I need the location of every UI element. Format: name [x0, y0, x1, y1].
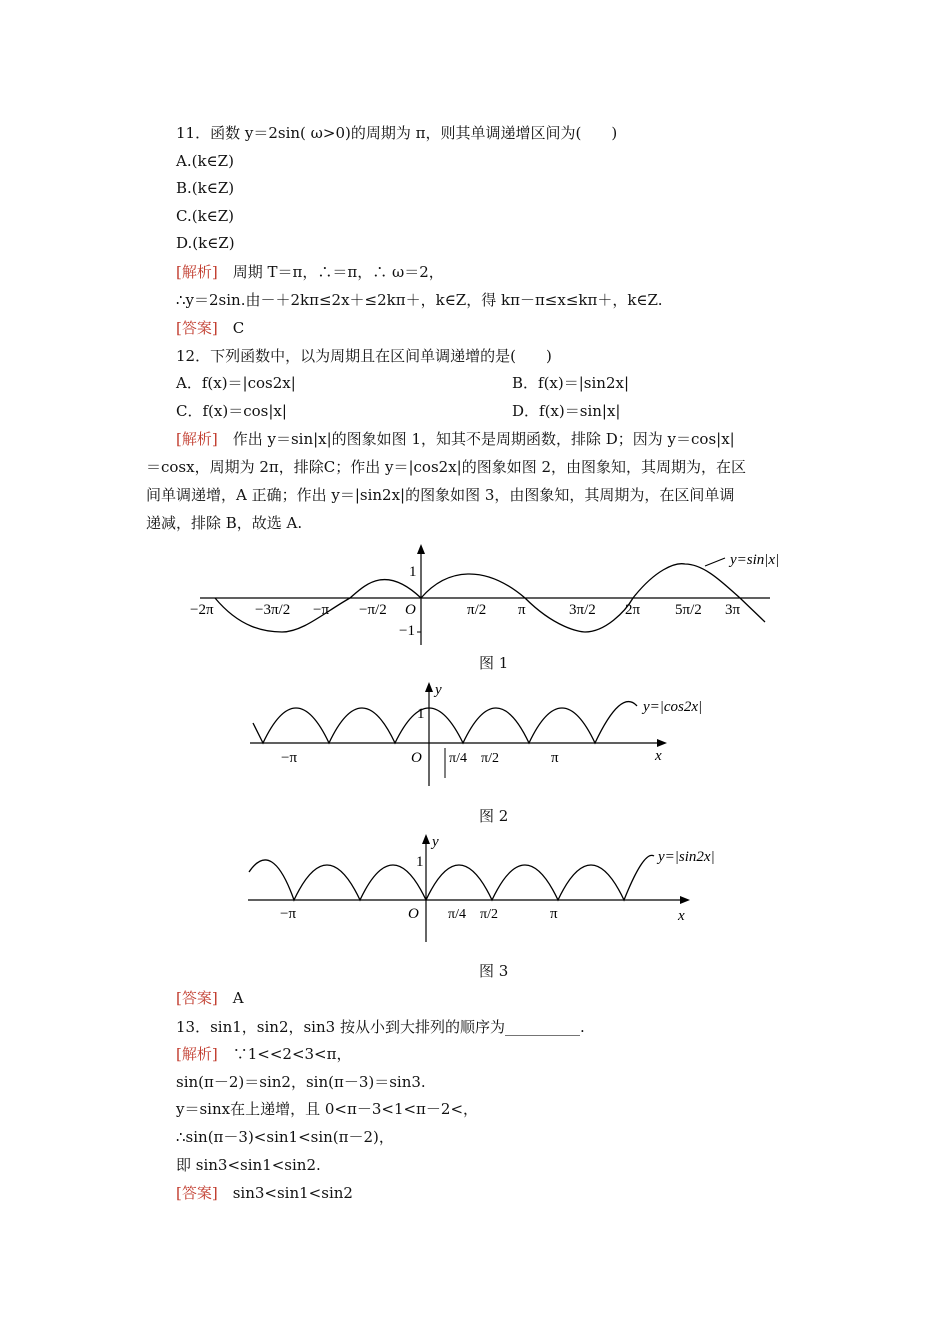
answer-tag: [答案]	[176, 319, 218, 337]
x-axis-label: x	[655, 748, 662, 764]
q12-option-b: B．f(x)＝|sin2x|	[512, 374, 630, 392]
q11-option-a: A.(k∈Z)	[176, 152, 234, 170]
q12-stem: 12．下列函数中，以为周期且在区间单调递增的是( )	[176, 347, 552, 365]
tick-label: −π/2	[359, 602, 387, 618]
y-neg-one-label: −1	[399, 623, 415, 639]
tick-label: π	[518, 602, 526, 618]
tick-label: π	[550, 906, 558, 922]
q11-option-c: C.(k∈Z)	[176, 207, 235, 225]
tick-label: π/2	[480, 907, 498, 922]
figure-2	[245, 678, 703, 790]
func-label: y=sin|x|	[730, 552, 780, 568]
origin-label: O	[405, 602, 416, 618]
tick-label: −π	[313, 602, 330, 618]
y-axis-arrow	[417, 544, 425, 554]
tick-label: 3π/2	[569, 602, 596, 618]
x-axis-label: x	[678, 908, 685, 924]
q13-analysis-line3: y＝sinx在上递增，且 0<π－3<1<π－2<，	[176, 1100, 479, 1118]
q13-analysis-line4: ∴sin(π－3)<sin1<sin(π－2)，	[176, 1128, 394, 1146]
x-axis-arrow	[680, 896, 690, 904]
q13-answer	[176, 1183, 353, 1203]
tick-label: π	[551, 750, 559, 766]
q11-option-d: D.(k∈Z)	[176, 234, 235, 252]
q12-analysis-line2: ＝cosx，周期为 2π，排除C；作出 y＝|cos2x|的图象如图 2，由图象知，其周期为，在区	[146, 458, 747, 476]
figure-3-caption: 图 3	[479, 962, 509, 980]
answer-text: C	[217, 319, 245, 337]
tick-label: π/2	[481, 751, 499, 766]
tick-label: 3π	[725, 602, 741, 618]
q13-analysis-line5: 即 sin3<sin1<sin2.	[176, 1156, 321, 1174]
q12-option-c: C．f(x)＝cos|x|	[176, 402, 287, 420]
answer-text: A	[217, 989, 244, 1007]
q12-analysis-line1	[176, 429, 735, 449]
y-one-label: 1	[417, 706, 425, 722]
q12-option-d: D．f(x)＝sin|x|	[512, 402, 621, 420]
q11-analysis-line2: ∴y＝2sin.由－＋2kπ≤2x＋≤2kπ＋，k∈Z，得 kπ－π≤x≤kπ＋，k∈Z.	[176, 291, 663, 309]
y-axis-arrow	[422, 834, 430, 844]
q13-analysis-line1	[176, 1044, 351, 1064]
curve-abs-cos2x	[253, 702, 637, 743]
tick-label: π/4	[448, 907, 466, 922]
y-axis-label: y	[432, 834, 439, 850]
func-label: y=|cos2x|	[643, 699, 703, 715]
tick-label: −π	[280, 906, 297, 922]
q13-analysis-line2: sin(π－2)＝sin2，sin(π－3)＝sin3.	[176, 1073, 426, 1091]
func-label: y=|sin2x|	[658, 849, 715, 865]
analysis-tag: [解析]	[176, 430, 218, 448]
tick-label: −π	[281, 750, 298, 766]
q13-stem: 13．sin1，sin2，sin3 按从小到大排列的顺序为__________.	[176, 1018, 585, 1036]
tick-label: −3π/2	[255, 602, 291, 618]
analysis-tag: [解析]	[176, 263, 218, 281]
tick-label: 5π/2	[675, 602, 702, 618]
q12-option-a: A．f(x)＝|cos2x|	[176, 374, 296, 392]
answer-text: sin3<sin1<sin2	[217, 1184, 353, 1202]
tick-label: 2π	[625, 602, 641, 618]
figure-1-caption: 图 1	[479, 654, 509, 672]
analysis-text: ∵1<<2<3<π，	[217, 1045, 352, 1063]
q12-analysis-line4: 递减，排除 B，故选 A.	[146, 514, 303, 532]
y-one-label: 1	[416, 854, 424, 870]
q12-analysis-line3: 间单调递增，A 正确；作出 y＝|sin2x|的图象如图 3，由图象知，其周期为，在区间单调	[146, 486, 735, 504]
y-axis-arrow	[425, 682, 433, 692]
tick-label: π/4	[449, 751, 467, 766]
tick-label: π/2	[467, 602, 487, 618]
q11-option-b: B.(k∈Z)	[176, 179, 235, 197]
figure-2-caption: 图 2	[479, 807, 509, 825]
y-one-label: 1	[409, 564, 417, 580]
q11-stem: 11．函数 y＝2sin( ω>0)的周期为 π，则其单调递增区间为( )	[176, 124, 618, 142]
analysis-text: 作出 y＝sin|x|的图象如图 1，知其不是周期函数，排除 D；因为 y＝cos|x|	[217, 430, 735, 448]
x-axis-arrow	[657, 739, 667, 747]
answer-tag: [答案]	[176, 1184, 218, 1202]
curve-abs-sin2x	[249, 855, 654, 900]
analysis-tag: [解析]	[176, 1045, 218, 1063]
q11-answer	[176, 318, 244, 338]
figure-1	[185, 540, 785, 650]
tick-label: −2π	[190, 602, 214, 618]
y-axis-label: y	[435, 682, 442, 698]
origin-label: O	[408, 906, 419, 922]
origin-label: O	[411, 750, 422, 766]
q11-analysis-line1	[176, 262, 444, 282]
q12-answer	[176, 988, 244, 1008]
answer-tag: [答案]	[176, 989, 218, 1007]
figure-3	[244, 830, 734, 945]
analysis-text: 周期 T＝π，∴＝π，∴ ω＝2，	[217, 263, 444, 281]
